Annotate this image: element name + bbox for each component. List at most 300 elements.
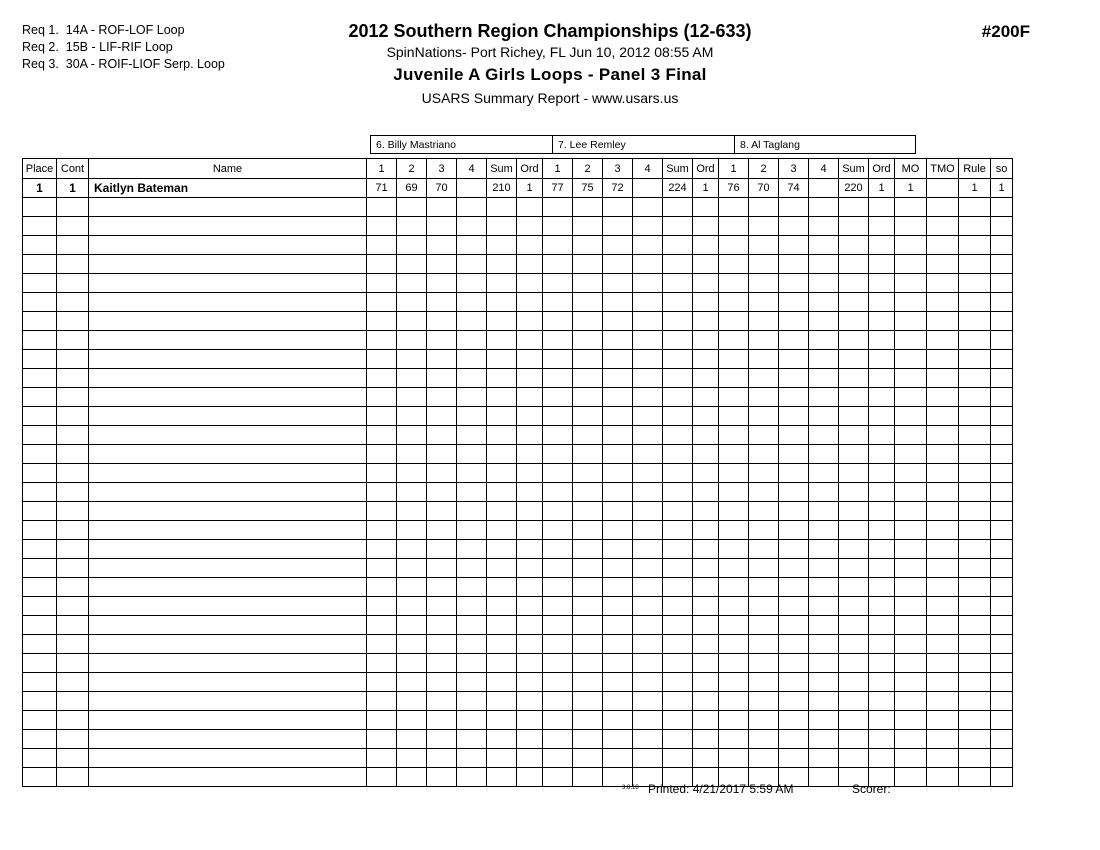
cell-empty xyxy=(23,616,57,635)
cell-empty xyxy=(749,692,779,711)
cell-empty xyxy=(57,331,89,350)
cell-empty xyxy=(23,635,57,654)
header-j2-score-2: 2 xyxy=(573,159,603,179)
cell-empty xyxy=(397,692,427,711)
cell-empty xyxy=(367,331,397,350)
cell-empty xyxy=(457,312,487,331)
cell-empty xyxy=(779,464,809,483)
cell-empty xyxy=(23,426,57,445)
cell-empty xyxy=(749,293,779,312)
cell-empty xyxy=(809,293,839,312)
cell-empty xyxy=(869,635,895,654)
cell-empty xyxy=(749,388,779,407)
cell-empty xyxy=(427,502,457,521)
cell-empty xyxy=(367,274,397,293)
table-row-empty[interactable] xyxy=(23,331,1013,350)
cell-empty xyxy=(427,255,457,274)
cell-empty xyxy=(991,559,1013,578)
cell-j1-sum: 210 xyxy=(487,179,517,198)
cell-empty xyxy=(809,692,839,711)
cell-empty xyxy=(895,445,927,464)
cell-empty xyxy=(543,559,573,578)
cell-empty xyxy=(809,559,839,578)
cell-empty xyxy=(779,445,809,464)
cell-empty xyxy=(603,293,633,312)
cell-empty xyxy=(927,616,959,635)
cell-empty xyxy=(487,293,517,312)
cell-empty xyxy=(517,711,543,730)
cell-empty xyxy=(517,730,543,749)
cell-empty xyxy=(57,692,89,711)
header-j2-score-3: 3 xyxy=(603,159,633,179)
cell-empty xyxy=(719,312,749,331)
cell-empty xyxy=(839,426,869,445)
cell-rule: 1 xyxy=(959,179,991,198)
cell-empty xyxy=(543,692,573,711)
cell-empty xyxy=(809,540,839,559)
cell-empty xyxy=(89,540,367,559)
cell-empty xyxy=(895,597,927,616)
cell-empty xyxy=(603,635,633,654)
cell-empty xyxy=(397,711,427,730)
cell-empty xyxy=(573,502,603,521)
cell-empty xyxy=(927,464,959,483)
cell-empty xyxy=(991,654,1013,673)
cell-empty xyxy=(367,673,397,692)
cell-empty xyxy=(57,483,89,502)
cell-empty xyxy=(57,768,89,787)
cell-empty xyxy=(719,521,749,540)
table-row-empty[interactable] xyxy=(23,236,1013,255)
cell-empty xyxy=(603,388,633,407)
cell-empty xyxy=(719,255,749,274)
cell-empty xyxy=(517,293,543,312)
cell-j1-score-4 xyxy=(457,179,487,198)
cell-empty xyxy=(749,635,779,654)
cell-empty xyxy=(719,426,749,445)
cell-empty xyxy=(517,616,543,635)
cell-empty xyxy=(959,236,991,255)
cell-empty xyxy=(633,654,663,673)
cell-empty xyxy=(663,730,693,749)
cell-empty xyxy=(603,768,633,787)
cell-empty xyxy=(809,597,839,616)
table-row-empty[interactable] xyxy=(23,426,1013,445)
cell-empty xyxy=(427,407,457,426)
cell-empty xyxy=(517,464,543,483)
cell-so: 1 xyxy=(991,179,1013,198)
cell-empty xyxy=(839,198,869,217)
cell-empty xyxy=(603,255,633,274)
cell-empty xyxy=(457,331,487,350)
table-row-empty[interactable] xyxy=(23,673,1013,692)
cell-empty xyxy=(487,521,517,540)
cell-empty xyxy=(23,312,57,331)
cell-empty xyxy=(895,578,927,597)
cell-empty xyxy=(927,350,959,369)
cell-empty xyxy=(487,692,517,711)
cell-empty xyxy=(457,217,487,236)
cell-empty xyxy=(367,597,397,616)
cell-empty xyxy=(895,388,927,407)
cell-empty xyxy=(367,654,397,673)
cell-j3-score-2: 70 xyxy=(749,179,779,198)
table-row-empty[interactable] xyxy=(23,559,1013,578)
table-row-empty[interactable] xyxy=(23,483,1013,502)
cell-empty xyxy=(367,445,397,464)
cell-empty xyxy=(573,578,603,597)
cell-empty xyxy=(959,483,991,502)
cell-empty xyxy=(991,217,1013,236)
cell-empty xyxy=(397,559,427,578)
cell-empty xyxy=(839,502,869,521)
cell-empty xyxy=(23,274,57,293)
cell-empty xyxy=(779,559,809,578)
cell-empty xyxy=(517,559,543,578)
cell-empty xyxy=(895,407,927,426)
cell-empty xyxy=(869,559,895,578)
cell-empty xyxy=(959,730,991,749)
cell-empty xyxy=(573,407,603,426)
cell-empty xyxy=(959,578,991,597)
cell-empty xyxy=(719,350,749,369)
header-place: Place xyxy=(23,159,57,179)
cell-empty xyxy=(89,445,367,464)
cell-empty xyxy=(663,293,693,312)
cell-empty xyxy=(89,730,367,749)
cell-empty xyxy=(839,540,869,559)
cell-empty xyxy=(959,312,991,331)
cell-empty xyxy=(397,597,427,616)
cell-empty xyxy=(543,407,573,426)
cell-empty xyxy=(603,559,633,578)
cell-empty xyxy=(89,559,367,578)
cell-empty xyxy=(573,540,603,559)
cell-empty xyxy=(543,369,573,388)
cell-empty xyxy=(57,350,89,369)
table-row-empty[interactable] xyxy=(23,749,1013,768)
table-row-empty[interactable] xyxy=(23,293,1013,312)
cell-empty xyxy=(603,540,633,559)
cell-empty xyxy=(839,654,869,673)
cell-empty xyxy=(89,635,367,654)
cell-empty xyxy=(457,369,487,388)
cell-empty xyxy=(427,673,457,692)
cell-empty xyxy=(427,464,457,483)
cell-empty xyxy=(367,483,397,502)
cell-empty xyxy=(89,217,367,236)
table-row-empty[interactable] xyxy=(23,369,1013,388)
cell-empty xyxy=(543,350,573,369)
cell-empty xyxy=(869,540,895,559)
cell-empty xyxy=(57,711,89,730)
cell-empty xyxy=(457,540,487,559)
cell-empty xyxy=(603,331,633,350)
judge-name-3: 8. Al Taglang xyxy=(734,135,916,154)
header-j1-sum: Sum xyxy=(487,159,517,179)
cell-empty xyxy=(927,407,959,426)
cell-empty xyxy=(367,502,397,521)
cell-empty xyxy=(839,217,869,236)
cell-empty xyxy=(543,255,573,274)
cell-empty xyxy=(573,274,603,293)
cell-empty xyxy=(693,692,719,711)
cell-empty xyxy=(693,464,719,483)
table-row-empty[interactable] xyxy=(23,407,1013,426)
table-row-empty[interactable] xyxy=(23,198,1013,217)
cell-empty xyxy=(719,559,749,578)
cell-empty xyxy=(487,426,517,445)
requirement-line: Req 3. 30A - ROIF-LIOF Serp. Loop xyxy=(22,57,225,71)
cell-empty xyxy=(959,597,991,616)
cell-empty xyxy=(487,217,517,236)
cell-empty xyxy=(487,255,517,274)
cell-empty xyxy=(397,502,427,521)
cell-empty xyxy=(543,388,573,407)
cell-empty xyxy=(457,293,487,312)
cell-empty xyxy=(427,217,457,236)
cell-empty xyxy=(895,559,927,578)
cell-empty xyxy=(89,274,367,293)
cell-empty xyxy=(663,616,693,635)
cell-empty xyxy=(869,521,895,540)
cell-empty xyxy=(89,312,367,331)
cell-empty xyxy=(23,407,57,426)
cell-empty xyxy=(959,635,991,654)
table-row-empty[interactable] xyxy=(23,217,1013,236)
cell-j1-score-2: 69 xyxy=(397,179,427,198)
cell-empty xyxy=(633,749,663,768)
cell-empty xyxy=(693,521,719,540)
table-row-empty[interactable] xyxy=(23,730,1013,749)
cell-empty xyxy=(693,540,719,559)
cell-empty xyxy=(457,749,487,768)
cell-empty xyxy=(693,711,719,730)
cell-empty xyxy=(839,331,869,350)
table-row-empty[interactable] xyxy=(23,274,1013,293)
cell-empty xyxy=(367,616,397,635)
cell-empty xyxy=(895,350,927,369)
cell-empty xyxy=(57,407,89,426)
cell-empty xyxy=(427,483,457,502)
requirement-line: Req 1. 14A - ROF-LOF Loop xyxy=(22,23,185,37)
cell-empty xyxy=(663,692,693,711)
cell-empty xyxy=(839,616,869,635)
cell-empty xyxy=(367,198,397,217)
table-row-empty[interactable] xyxy=(23,502,1013,521)
cell-j2-score-2: 75 xyxy=(573,179,603,198)
cell-empty xyxy=(991,749,1013,768)
cell-empty xyxy=(517,635,543,654)
table-row-empty[interactable] xyxy=(23,692,1013,711)
cell-empty xyxy=(633,445,663,464)
cell-empty xyxy=(543,483,573,502)
table-row-empty[interactable] xyxy=(23,255,1013,274)
cell-empty xyxy=(603,616,633,635)
cell-empty xyxy=(633,483,663,502)
cell-empty xyxy=(839,445,869,464)
cell-empty xyxy=(573,483,603,502)
cell-empty xyxy=(991,578,1013,597)
cell-empty xyxy=(603,407,633,426)
cell-empty xyxy=(57,654,89,673)
cell-empty xyxy=(543,673,573,692)
cell-empty xyxy=(397,236,427,255)
cell-empty xyxy=(603,312,633,331)
cell-empty xyxy=(397,369,427,388)
cell-empty xyxy=(397,464,427,483)
cell-empty xyxy=(427,597,457,616)
cell-empty xyxy=(603,483,633,502)
table-row-empty[interactable] xyxy=(23,445,1013,464)
cell-empty xyxy=(543,540,573,559)
cell-empty xyxy=(23,578,57,597)
cell-empty xyxy=(633,369,663,388)
cell-empty xyxy=(809,312,839,331)
cell-empty xyxy=(869,293,895,312)
cell-empty xyxy=(779,654,809,673)
cell-empty xyxy=(869,692,895,711)
cell-empty xyxy=(23,711,57,730)
cell-empty xyxy=(693,578,719,597)
table-row[interactable] xyxy=(23,179,1013,198)
cell-empty xyxy=(89,673,367,692)
cell-empty xyxy=(927,597,959,616)
cell-empty xyxy=(427,293,457,312)
cell-empty xyxy=(427,521,457,540)
table-row-empty[interactable] xyxy=(23,388,1013,407)
cell-empty xyxy=(603,711,633,730)
cell-empty xyxy=(719,331,749,350)
cell-empty xyxy=(57,521,89,540)
cell-empty xyxy=(487,369,517,388)
cell-empty xyxy=(991,445,1013,464)
cell-empty xyxy=(959,445,991,464)
cell-empty xyxy=(89,426,367,445)
cell-empty xyxy=(57,597,89,616)
cell-empty xyxy=(427,654,457,673)
cell-empty xyxy=(427,350,457,369)
cell-empty xyxy=(959,331,991,350)
cell-empty xyxy=(749,559,779,578)
cell-empty xyxy=(693,559,719,578)
cell-empty xyxy=(367,521,397,540)
cell-empty xyxy=(487,654,517,673)
cell-empty xyxy=(23,388,57,407)
cell-empty xyxy=(869,445,895,464)
cell-empty xyxy=(749,331,779,350)
cell-empty xyxy=(779,369,809,388)
table-row-empty[interactable] xyxy=(23,578,1013,597)
cell-empty xyxy=(959,426,991,445)
cell-empty xyxy=(991,730,1013,749)
cell-empty xyxy=(89,654,367,673)
cell-empty xyxy=(57,369,89,388)
table-row-empty[interactable] xyxy=(23,635,1013,654)
cell-empty xyxy=(927,711,959,730)
cell-mo: 1 xyxy=(895,179,927,198)
cell-empty xyxy=(927,255,959,274)
table-row-empty[interactable] xyxy=(23,540,1013,559)
cell-empty xyxy=(839,521,869,540)
cell-empty xyxy=(869,312,895,331)
cell-empty xyxy=(543,426,573,445)
cell-empty xyxy=(517,483,543,502)
cell-empty xyxy=(779,407,809,426)
cell-empty xyxy=(663,426,693,445)
table-row-empty[interactable] xyxy=(23,350,1013,369)
cell-empty xyxy=(367,749,397,768)
header-name: Name xyxy=(89,159,367,179)
cell-empty xyxy=(367,255,397,274)
table-row-empty[interactable] xyxy=(23,654,1013,673)
cell-empty xyxy=(663,749,693,768)
cell-empty xyxy=(991,464,1013,483)
table-row-empty[interactable] xyxy=(23,521,1013,540)
cell-empty xyxy=(927,540,959,559)
cell-empty xyxy=(749,749,779,768)
table-row-empty[interactable] xyxy=(23,597,1013,616)
cell-empty xyxy=(869,673,895,692)
cell-empty xyxy=(397,635,427,654)
cell-place: 1 xyxy=(23,179,57,198)
cell-empty xyxy=(23,559,57,578)
cell-empty xyxy=(487,388,517,407)
cell-empty xyxy=(663,312,693,331)
cell-empty xyxy=(603,350,633,369)
cell-empty xyxy=(663,369,693,388)
cell-empty xyxy=(457,407,487,426)
cell-empty xyxy=(839,635,869,654)
cell-empty xyxy=(457,711,487,730)
table-row-empty[interactable] xyxy=(23,711,1013,730)
cell-empty xyxy=(367,464,397,483)
cell-empty xyxy=(959,692,991,711)
cell-empty xyxy=(779,255,809,274)
cell-empty xyxy=(457,597,487,616)
event-name: Juvenile A Girls Loops - Panel 3 Final xyxy=(393,65,707,84)
cell-empty xyxy=(895,521,927,540)
cell-empty xyxy=(23,236,57,255)
header-j1-score-1: 1 xyxy=(367,159,397,179)
table-header-row xyxy=(23,159,1013,179)
cell-empty xyxy=(927,426,959,445)
cell-empty xyxy=(457,388,487,407)
page-title: 2012 Southern Region Championships (12-633) xyxy=(348,21,752,41)
cell-empty xyxy=(367,692,397,711)
cell-empty xyxy=(367,407,397,426)
cell-empty xyxy=(693,616,719,635)
cell-empty xyxy=(603,654,633,673)
cell-empty xyxy=(23,445,57,464)
cell-empty xyxy=(633,559,663,578)
table-row-empty[interactable] xyxy=(23,616,1013,635)
cell-empty xyxy=(869,198,895,217)
cell-empty xyxy=(663,198,693,217)
cell-empty xyxy=(487,749,517,768)
cell-empty xyxy=(895,274,927,293)
cell-empty xyxy=(927,369,959,388)
cell-empty xyxy=(367,217,397,236)
cell-empty xyxy=(895,255,927,274)
cell-empty xyxy=(895,692,927,711)
cell-empty xyxy=(869,730,895,749)
table-row-empty[interactable] xyxy=(23,312,1013,331)
cell-empty xyxy=(869,426,895,445)
cell-empty xyxy=(633,597,663,616)
cell-empty xyxy=(779,616,809,635)
table-row-empty[interactable] xyxy=(23,464,1013,483)
